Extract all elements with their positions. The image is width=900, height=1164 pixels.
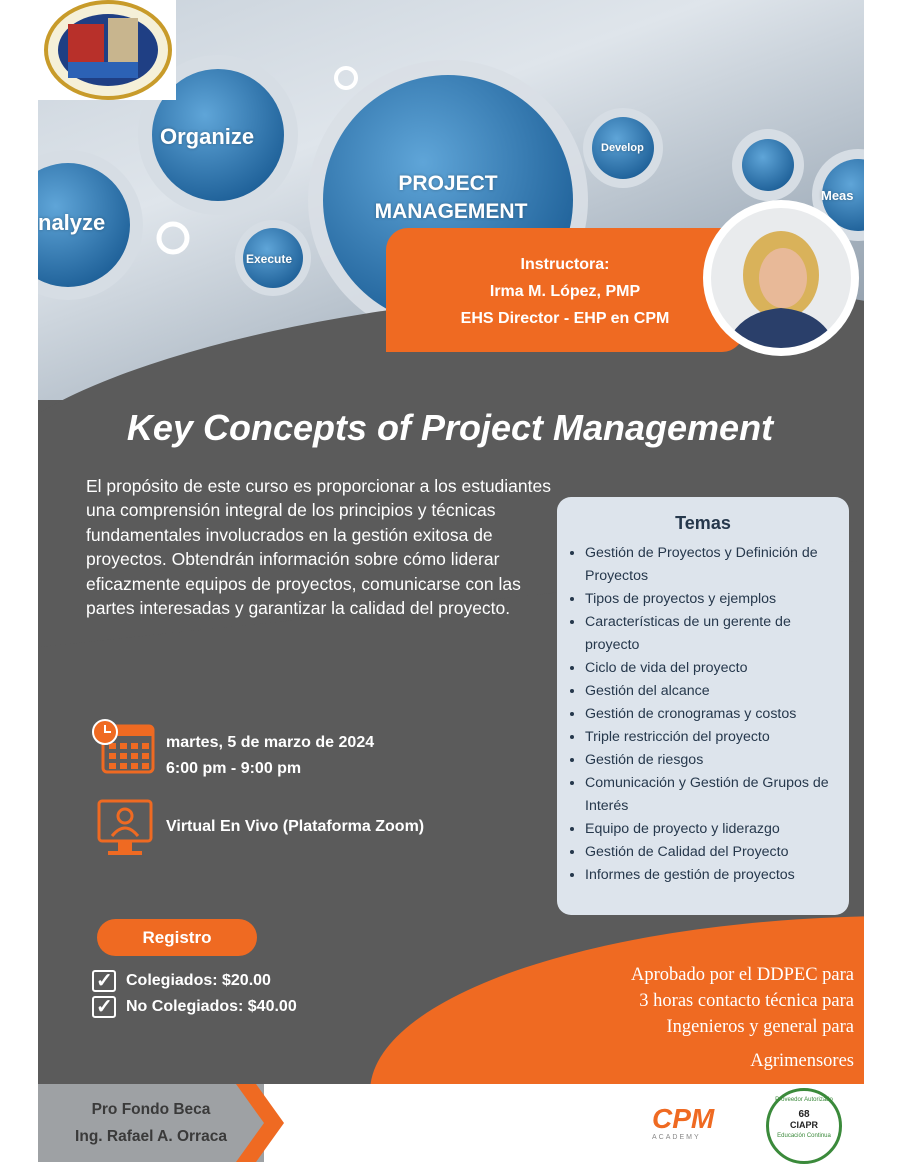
gear-label-project: PROJECT: [398, 172, 498, 195]
price-text: No Colegiados: $40.00: [126, 998, 297, 1016]
seal-org: CIAPR: [789, 1120, 818, 1130]
price-item: [92, 996, 297, 1018]
gear-label-execute: Execute: [246, 252, 293, 266]
temas-item: • Triple restricción del proyecto: [585, 726, 849, 749]
temas-item: • Gestión de riesgos: [585, 749, 849, 772]
instructor-photo: [703, 200, 859, 356]
chapter-logo-seal: [38, 0, 176, 100]
temas-item: • Equipo de proyecto y liderazgo: [585, 818, 849, 841]
instructor-avatar-graphic: [703, 200, 859, 356]
provider-seal: [766, 1088, 842, 1164]
approval-line: Ingenieros y general para: [666, 1017, 854, 1037]
temas-heading: Temas: [675, 513, 731, 533]
seal-top-text: Proveedor Autorizado: [775, 1097, 833, 1103]
footer-fund: [38, 1084, 264, 1162]
gear-label-management: MANAGEMENT: [374, 200, 528, 223]
footer-arrow-icon: [236, 1084, 284, 1162]
gear-label-organize: Organize: [160, 124, 255, 149]
cpm-logo: [652, 1104, 744, 1144]
approval-text: [564, 962, 854, 1074]
gear-label-measure: Meas: [821, 188, 854, 203]
gear-label-develop: Develop: [601, 142, 644, 154]
course-title: Key Concepts of Project Management: [126, 407, 774, 448]
footer-line: Ing. Rafael A. Orraca: [75, 1128, 227, 1145]
schedule-time: 6:00 pm - 9:00 pm: [166, 760, 302, 777]
cpm-logo-sub: ACADEMY: [652, 1134, 701, 1141]
temas-item: • Comunicación y Gestión de Grupos de Interés: [585, 772, 849, 818]
approval-line: Agrimensores: [750, 1051, 854, 1071]
temas-item: • Ciclo de vida del proyecto: [585, 657, 849, 680]
price-item: [92, 970, 271, 992]
seal-bottom-text: Educación Continua: [777, 1133, 831, 1139]
instructor-label: Instructora:: [520, 256, 610, 273]
schedule-date: martes, 5 de marzo de 2024: [166, 734, 375, 751]
approval-line: 3 horas contacto técnica para: [639, 991, 854, 1011]
schedule-info: [166, 730, 374, 782]
instructor-name: Irma M. López, PMP: [489, 283, 641, 300]
footer-line: Pro Fondo Beca: [91, 1101, 211, 1118]
registro-pill: Registro: [97, 919, 257, 956]
virtual-meeting-icon: [96, 798, 154, 860]
temas-item: • Gestión de Proyectos y Definición de Proyectos: [585, 542, 849, 588]
instructor-banner: [386, 228, 744, 352]
price-text: Colegiados: $20.00: [126, 972, 271, 990]
temas-item: • Gestión del alcance: [585, 680, 849, 703]
temas-item: • Características de un gerente de proyecto: [585, 611, 849, 657]
temas-item: • Gestión de Calidad del Proyecto: [585, 841, 849, 864]
instructor-role: EHS Director - EHP en CPM: [460, 310, 670, 327]
location-text: Virtual En Vivo (Plataforma Zoom): [166, 818, 425, 835]
temas-item: • Tipos de proyectos y ejemplos: [585, 588, 849, 611]
temas-box: [557, 497, 849, 915]
course-description: El propósito de este curso es proporcionar a los estudiantes una comprensión integral de los principios y técnicas fundamentales involucrados en la gestión exitosa de proyectos. Obtendrán información sobre cómo liderar eficazmente equipos de proyectos, comunicarse con las partes interesadas y garantizar la calidad del proyecto.: [86, 476, 551, 619]
seal-number: 68: [798, 1109, 810, 1120]
temas-list: [557, 542, 849, 887]
gear-label-analyze: nalyze: [38, 210, 106, 235]
calendar-clock-icon: [91, 716, 157, 776]
approval-line: Aprobado por el DDPEC para: [631, 965, 854, 985]
checkbox-icon: [92, 996, 116, 1018]
checkbox-icon: [92, 970, 116, 992]
temas-item: • Gestión de cronogramas y costos: [585, 703, 849, 726]
chapter-logo: [38, 0, 176, 100]
cpm-logo-text: CPM: [652, 1103, 715, 1134]
temas-item: • Informes de gestión de proyectos: [585, 864, 849, 887]
